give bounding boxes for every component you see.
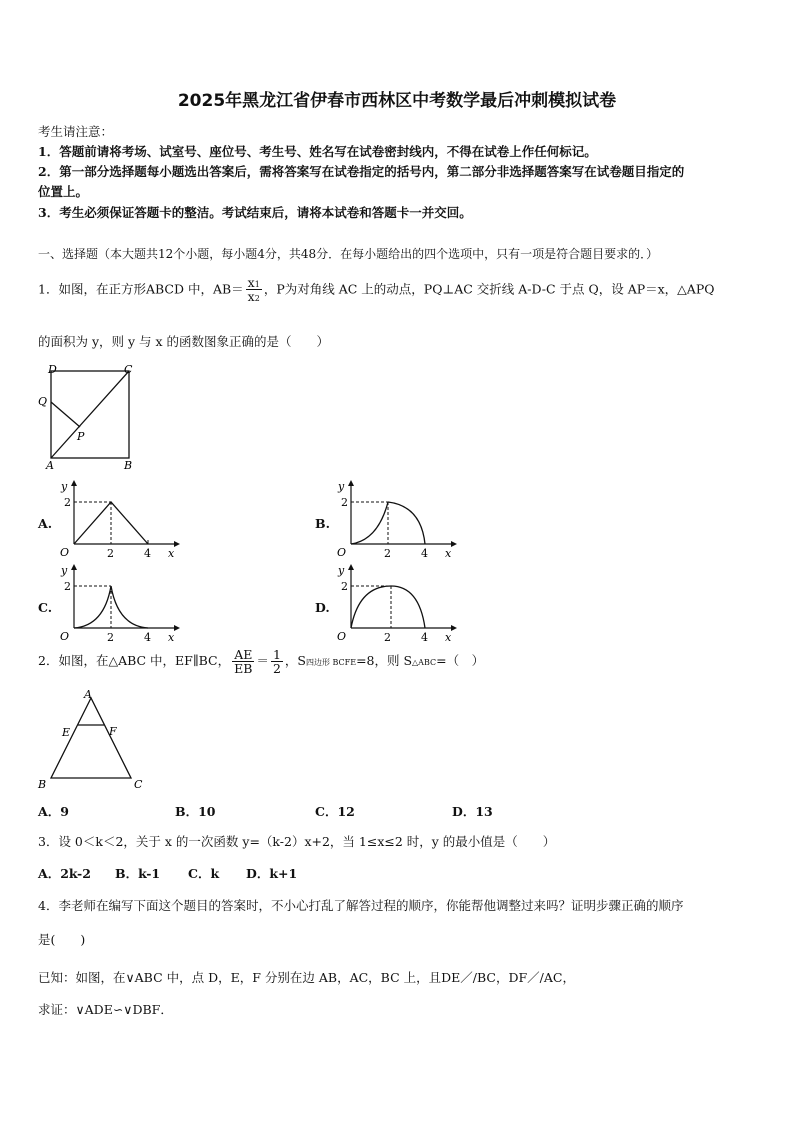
svg-text:2: 2 xyxy=(341,580,348,593)
q2-sub-quad: 四边形 BCFE xyxy=(305,658,357,668)
svg-text:x: x xyxy=(445,547,452,560)
notice-item-2-cont: 位置上。 xyxy=(38,184,89,199)
question-3-stem: 3．设 0＜k＜2，关于 x 的一次函数 y=（k-2）x+2，当 1≤x≤2 时，y 的最小值是（ ） xyxy=(38,834,556,849)
svg-text:2: 2 xyxy=(107,547,114,560)
q1-frac-num-sub: 1 xyxy=(254,280,260,289)
question-2-stem xyxy=(38,648,484,675)
notice-item-2: 2．第一部分选择题每小题选出答案后，需将答案写在试卷指定的括号内，第二部分非选择题答案写在试卷题目指定的 xyxy=(38,164,685,179)
svg-text:x: x xyxy=(445,631,452,644)
q2-frac-num: AE xyxy=(232,648,254,662)
svg-text:O: O xyxy=(337,546,347,559)
q1-stem-pre: 1．如图，在正方形ABCD 中，AB＝ xyxy=(38,281,244,297)
q2-half-num: 1 xyxy=(272,647,281,662)
q4-given: 已知：如图，在∨ABC 中，点 D，E，F 分别在边 AB，AC，BC 上，且DE／/BC，DF／/AC， xyxy=(38,970,575,985)
q2-post: =（ ） xyxy=(436,653,485,669)
q3-option-c[interactable]: C．k xyxy=(188,866,220,881)
svg-text:x: x xyxy=(168,547,175,560)
svg-text:y: y xyxy=(61,480,68,493)
q2-mid2: =8，则 S xyxy=(356,653,413,669)
q2-triangle-figure xyxy=(36,688,151,793)
q2-frac-den: EB xyxy=(234,661,253,677)
svg-text:2: 2 xyxy=(341,496,348,509)
label-b: B xyxy=(124,459,133,472)
svg-text:4: 4 xyxy=(421,547,428,560)
notice-item-1: 1．答题前请将考场、试室号、座位号、考生号、姓名写在试卷密封线内，不得在试卷上作任何标记。 xyxy=(38,144,597,159)
q2-fraction-half xyxy=(271,648,283,675)
q1-option-d-label[interactable]: D. xyxy=(315,600,330,615)
q1-frac-num: x xyxy=(247,275,255,290)
q2-sub-abc: △ABC xyxy=(412,658,437,668)
q1-option-a-label[interactable]: A. xyxy=(38,516,53,531)
question-4-stem: 4．李老师在编写下面这个题目的答案时，不小心打乱了解答过程的顺序，你能帮他调整过来吗？证明步骤正确的顺序 xyxy=(38,898,684,913)
label-a: A xyxy=(46,459,54,472)
label-e: E xyxy=(62,726,71,739)
svg-text:2: 2 xyxy=(107,631,114,644)
q2-fraction-ae-eb xyxy=(232,648,254,675)
question-4-stem-line2: 是( ) xyxy=(38,932,86,947)
label-c: C xyxy=(134,778,143,791)
svg-text:4: 4 xyxy=(144,631,151,644)
q1-option-a-graph xyxy=(56,478,186,563)
q2-option-b[interactable]: B．10 xyxy=(175,804,216,819)
label-q: Q xyxy=(38,395,48,408)
svg-text:y: y xyxy=(61,564,68,577)
q1-stem-post: ，P为对角线 AC 上的动点，PQ⊥AC 交折线 A-D-C 于点 Q，设 AP＝x，△APQ xyxy=(263,281,715,297)
diagonal-ac xyxy=(51,371,129,458)
label-d: D xyxy=(48,363,57,376)
q1-option-b-label[interactable]: B. xyxy=(315,516,330,531)
svg-text:y: y xyxy=(338,564,345,577)
svg-text:y: y xyxy=(338,480,345,493)
segment-pq xyxy=(51,402,80,427)
q1-frac-den-sub: 2 xyxy=(254,294,260,304)
svg-text:4: 4 xyxy=(421,631,428,644)
notice-item-3: 3．考生必须保证答题卡的整洁。考试结束后，请将本试卷和答题卡一并交回。 xyxy=(38,205,472,220)
svg-text:x: x xyxy=(168,631,175,644)
q2-option-d[interactable]: D．13 xyxy=(452,804,493,819)
q3-option-a[interactable]: A．2k-2 xyxy=(38,866,91,881)
label-c: C xyxy=(124,363,133,376)
label-a: A xyxy=(84,688,92,701)
q4-prove: 求证：∨ADE∽∨DBF． xyxy=(38,1002,173,1017)
q1-square-figure xyxy=(36,362,146,472)
q2-option-a[interactable]: A．9 xyxy=(38,804,69,819)
q1-fraction xyxy=(246,276,262,304)
notice-heading: 考生请注意： xyxy=(38,124,114,139)
question-1-stem xyxy=(38,276,714,304)
q2-option-c[interactable]: C．12 xyxy=(315,804,355,819)
svg-text:2: 2 xyxy=(64,496,71,509)
page-title: 2025年黑龙江省伊春市西林区中考数学最后冲刺模拟试卷 xyxy=(177,91,617,111)
svg-text:2: 2 xyxy=(384,631,391,644)
q3-option-b[interactable]: B．k-1 xyxy=(115,866,161,881)
q1-frac-den: x xyxy=(247,289,255,305)
label-f: F xyxy=(109,725,117,738)
svg-text:2: 2 xyxy=(384,547,391,560)
q1-option-c-label[interactable]: C. xyxy=(38,600,53,615)
question-1-stem-line2: 的面积为 y，则 y 与 x 的函数图象正确的是（ ） xyxy=(38,334,330,349)
svg-text:4: 4 xyxy=(144,547,151,560)
q1-option-d-graph xyxy=(333,562,463,647)
q2-half-den: 2 xyxy=(272,661,281,677)
q3-option-d[interactable]: D．k+1 xyxy=(246,866,298,881)
section-heading: 一、选择题（本大题共12个小题，每小题4分，共48分．在每小题给出的四个选项中，只有一项是符合题目要求的．） xyxy=(38,247,659,261)
q2-stem-pre: 2．如图，在△ABC 中，EF∥BC， xyxy=(38,653,231,669)
label-b: B xyxy=(38,778,47,791)
svg-text:O: O xyxy=(60,546,70,559)
q2-mid: ，S xyxy=(284,653,306,669)
svg-text:O: O xyxy=(60,630,70,643)
svg-text:O: O xyxy=(337,630,347,643)
q1-option-c-graph xyxy=(56,562,186,647)
q2-eq: ＝ xyxy=(256,653,269,669)
q1-option-b-graph xyxy=(333,478,463,563)
svg-text:2: 2 xyxy=(64,580,71,593)
label-p: P xyxy=(77,430,85,443)
